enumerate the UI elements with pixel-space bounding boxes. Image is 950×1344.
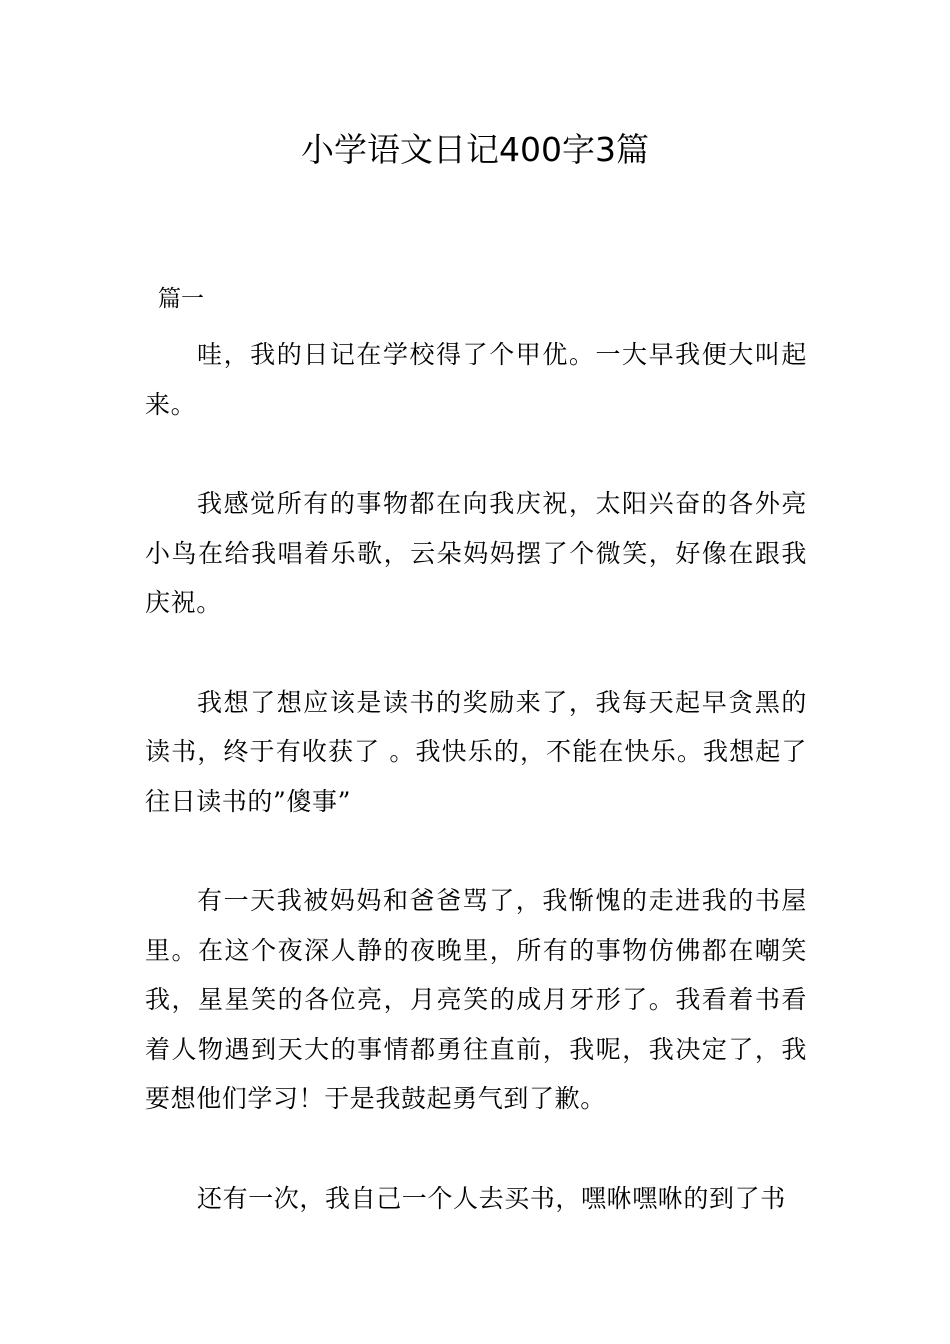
document-body <box>145 330 807 1273</box>
paragraph-2: 我感觉所有的事物都在向我庆祝，太阳兴奋的各外亮小鸟在给我唱着乐歌，云朵妈妈摆了个微笑，好像在跟我庆祝。 <box>145 489 807 617</box>
section-label: 篇一 <box>158 286 204 312</box>
paragraph-1: 哇，我的日记在学校得了个甲优。一大早我便大叫起来。 <box>145 340 807 419</box>
paragraph-4: 有一天我被妈妈和爸爸骂了，我惭愧的走进我的书屋里。在这个夜深人静的夜晚里，所有的事物仿佛都在嘲笑我，星星笑的各位亮，月亮笑的成月牙形了。我看着书看着人物遇到天大的事情都勇往直前，我呢，我决定了，我要想他们学习！于是我鼓起勇气到了歉。 <box>145 886 807 1113</box>
document-title: 小学语文日记400字3篇 <box>301 130 649 169</box>
paragraph-5: 还有一次，我自己一个人去买书，嘿咻嘿咻的到了书 <box>197 1183 786 1213</box>
paragraph-3: 我想了想应该是读书的奖励来了，我每天起早贪黑的读书，终于有收获了 。我快乐的，不能在快乐。我想起了往日读书的”傻事” <box>145 687 807 816</box>
